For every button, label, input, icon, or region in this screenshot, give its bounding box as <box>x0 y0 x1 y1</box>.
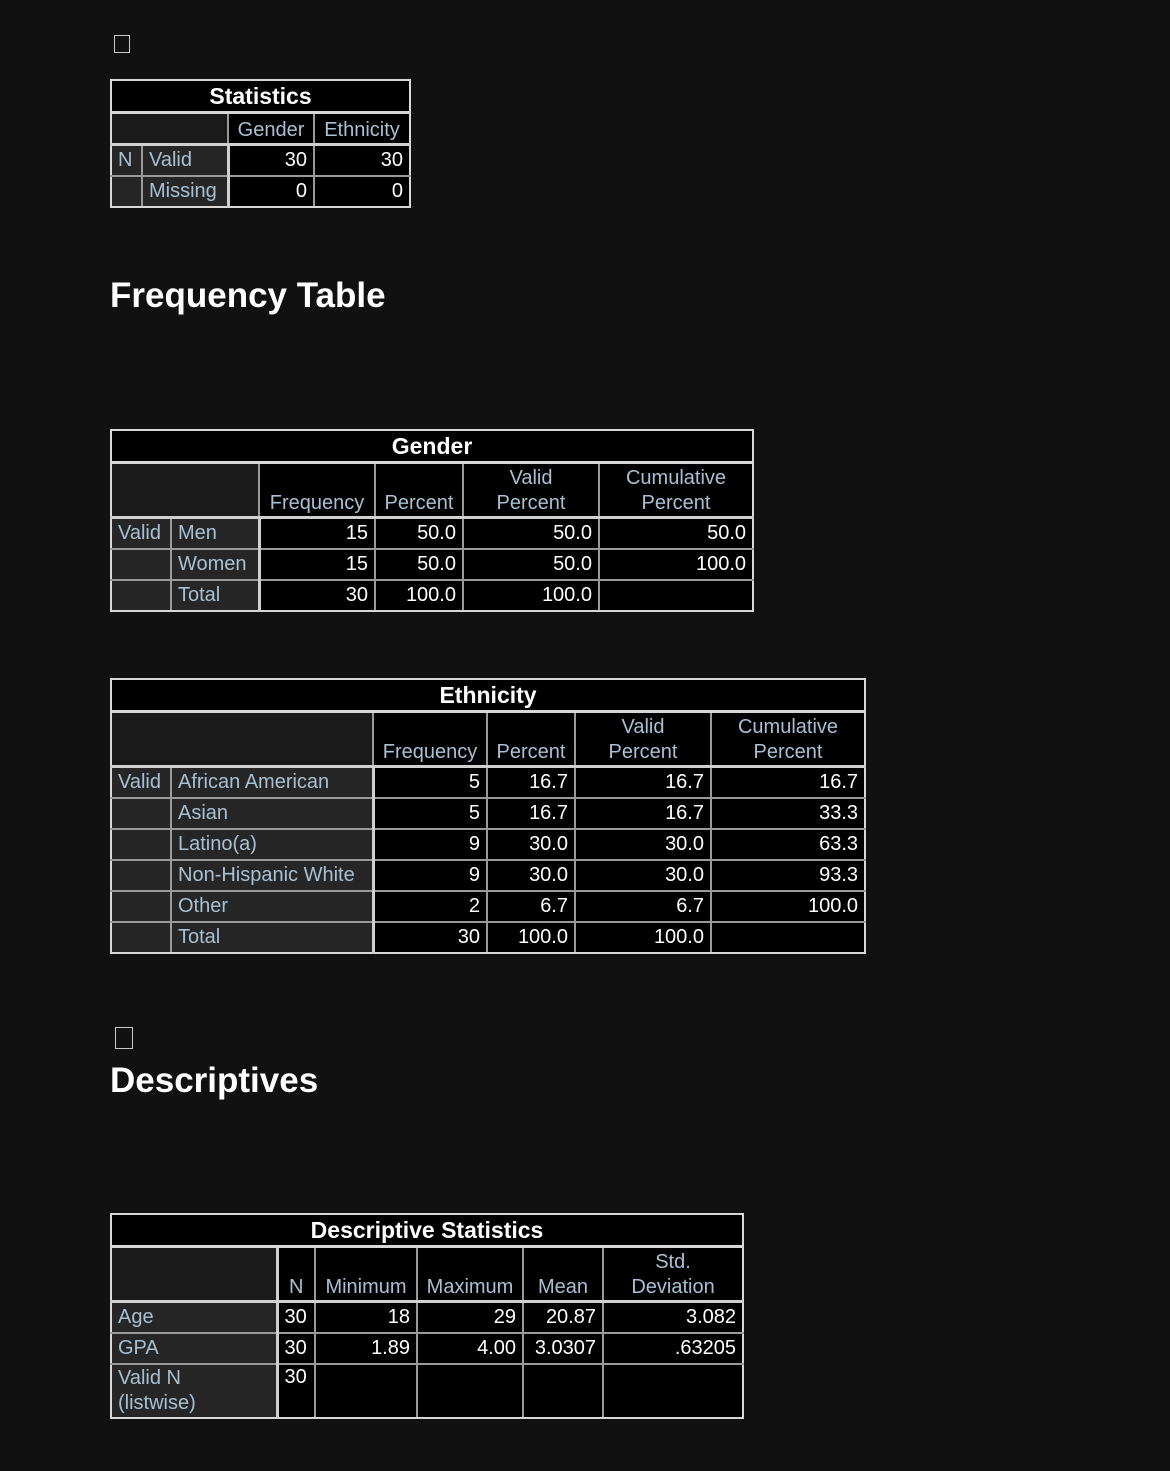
descriptive-col-header: N <box>277 1247 315 1302</box>
gender-col-header: Frequency <box>259 463 375 518</box>
table-cell: 50.0 <box>599 518 753 550</box>
output-item-checkbox-descriptives[interactable] <box>115 1027 133 1049</box>
row-group-label <box>111 176 142 207</box>
table-cell: 16.7 <box>487 798 575 829</box>
row-label: Total <box>171 580 259 611</box>
row-label: Valid N (listwise) <box>111 1364 277 1418</box>
table-cell: 5 <box>373 767 487 799</box>
ethnicity-col-header: Frequency <box>373 712 487 767</box>
table-row <box>111 580 753 611</box>
table-cell: 0 <box>228 176 314 207</box>
table-row <box>111 145 410 177</box>
gender-col-header: Cumulative Percent <box>599 463 753 518</box>
table-cell: 100.0 <box>463 580 599 611</box>
row-label: Other <box>171 891 373 922</box>
row-group-label <box>111 829 171 860</box>
ethnicity-corner <box>111 712 373 767</box>
row-group-label <box>111 860 171 891</box>
table-cell: 16.7 <box>711 767 865 799</box>
row-group-label <box>111 891 171 922</box>
table-row <box>111 767 865 799</box>
descriptive-col-header: Minimum <box>315 1247 417 1302</box>
table-cell: 16.7 <box>575 767 711 799</box>
statistics-corner <box>111 113 228 145</box>
output-item-checkbox-statistics[interactable] <box>114 35 130 53</box>
table-row <box>111 549 753 580</box>
table-cell: 100.0 <box>575 922 711 953</box>
table-cell: 100.0 <box>711 891 865 922</box>
row-label: Valid <box>142 145 228 177</box>
row-label: Total <box>171 922 373 953</box>
ethnicity-table <box>110 678 866 954</box>
table-cell: 30.0 <box>575 829 711 860</box>
table-cell: 100.0 <box>375 580 463 611</box>
table-cell <box>711 922 865 953</box>
table-cell: 15 <box>259 549 375 580</box>
table-cell <box>315 1364 417 1418</box>
row-label: Women <box>171 549 259 580</box>
row-group-label: Valid <box>111 518 171 550</box>
table-cell: 30 <box>259 580 375 611</box>
table-cell: 100.0 <box>487 922 575 953</box>
row-group-label <box>111 798 171 829</box>
row-group-label: N <box>111 145 142 177</box>
descriptive-col-header: Mean <box>523 1247 603 1302</box>
table-row <box>111 860 865 891</box>
gender-table <box>110 429 754 612</box>
table-cell <box>599 580 753 611</box>
ethnicity-title: Ethnicity <box>111 679 865 712</box>
table-cell <box>603 1364 743 1418</box>
table-cell: 30 <box>277 1364 315 1418</box>
table-cell: 50.0 <box>463 518 599 550</box>
row-group-label <box>111 549 171 580</box>
table-cell: 6.7 <box>487 891 575 922</box>
statistics-col-header: Ethnicity <box>314 113 410 145</box>
table-cell: 3.0307 <box>523 1333 603 1364</box>
row-label: Asian <box>171 798 373 829</box>
table-cell: 93.3 <box>711 860 865 891</box>
row-label: Missing <box>142 176 228 207</box>
descriptive-statistics-title: Descriptive Statistics <box>111 1214 743 1247</box>
table-cell: 18 <box>315 1302 417 1334</box>
frequency-table-heading: Frequency Table <box>110 276 386 315</box>
table-row <box>111 1302 743 1334</box>
table-cell: 6.7 <box>575 891 711 922</box>
table-row <box>111 891 865 922</box>
table-row <box>111 829 865 860</box>
table-row <box>111 798 865 829</box>
table-cell: 30 <box>314 145 410 177</box>
descriptive-col-header: Maximum <box>417 1247 523 1302</box>
table-cell <box>417 1364 523 1418</box>
table-cell: 50.0 <box>463 549 599 580</box>
table-cell: 50.0 <box>375 549 463 580</box>
table-cell: 30 <box>373 922 487 953</box>
table-cell: 9 <box>373 860 487 891</box>
table-cell: 2 <box>373 891 487 922</box>
row-label: Age <box>111 1302 277 1334</box>
statistics-title: Statistics <box>111 80 410 113</box>
row-group-label: Valid <box>111 767 171 799</box>
table-cell: 5 <box>373 798 487 829</box>
table-cell: 4.00 <box>417 1333 523 1364</box>
table-row <box>111 922 865 953</box>
row-label: Latino(a) <box>171 829 373 860</box>
table-cell: 30 <box>277 1302 315 1334</box>
table-cell: 9 <box>373 829 487 860</box>
table-row <box>111 518 753 550</box>
gender-title: Gender <box>111 430 753 463</box>
table-cell: 50.0 <box>375 518 463 550</box>
row-label: Men <box>171 518 259 550</box>
descriptive-statistics-corner <box>111 1247 277 1302</box>
statistics-col-header: Gender <box>228 113 314 145</box>
table-cell: 29 <box>417 1302 523 1334</box>
table-cell: .63205 <box>603 1333 743 1364</box>
row-label: GPA <box>111 1333 277 1364</box>
table-cell: 20.87 <box>523 1302 603 1334</box>
row-label: African American <box>171 767 373 799</box>
table-cell: 30.0 <box>487 829 575 860</box>
table-cell <box>523 1364 603 1418</box>
table-cell: 1.89 <box>315 1333 417 1364</box>
table-cell: 0 <box>314 176 410 207</box>
descriptive-col-header: Std. Deviation <box>603 1247 743 1302</box>
table-cell: 3.082 <box>603 1302 743 1334</box>
ethnicity-col-header: Valid Percent <box>575 712 711 767</box>
table-cell: 33.3 <box>711 798 865 829</box>
row-group-label <box>111 922 171 953</box>
row-label: Non-Hispanic White <box>171 860 373 891</box>
table-cell: 30.0 <box>487 860 575 891</box>
table-cell: 16.7 <box>575 798 711 829</box>
descriptives-heading: Descriptives <box>110 1061 319 1100</box>
table-cell: 15 <box>259 518 375 550</box>
table-cell: 30 <box>228 145 314 177</box>
descriptive-statistics-table <box>110 1213 744 1419</box>
gender-col-header: Percent <box>375 463 463 518</box>
table-row <box>111 176 410 207</box>
ethnicity-col-header: Percent <box>487 712 575 767</box>
table-cell: 30 <box>277 1333 315 1364</box>
table-cell: 63.3 <box>711 829 865 860</box>
table-row <box>111 1333 743 1364</box>
statistics-table <box>110 79 411 208</box>
row-group-label <box>111 580 171 611</box>
table-cell: 100.0 <box>599 549 753 580</box>
table-cell: 30.0 <box>575 860 711 891</box>
table-cell: 16.7 <box>487 767 575 799</box>
gender-col-header: Valid Percent <box>463 463 599 518</box>
ethnicity-col-header: Cumulative Percent <box>711 712 865 767</box>
gender-corner <box>111 463 259 518</box>
table-row <box>111 1364 743 1418</box>
